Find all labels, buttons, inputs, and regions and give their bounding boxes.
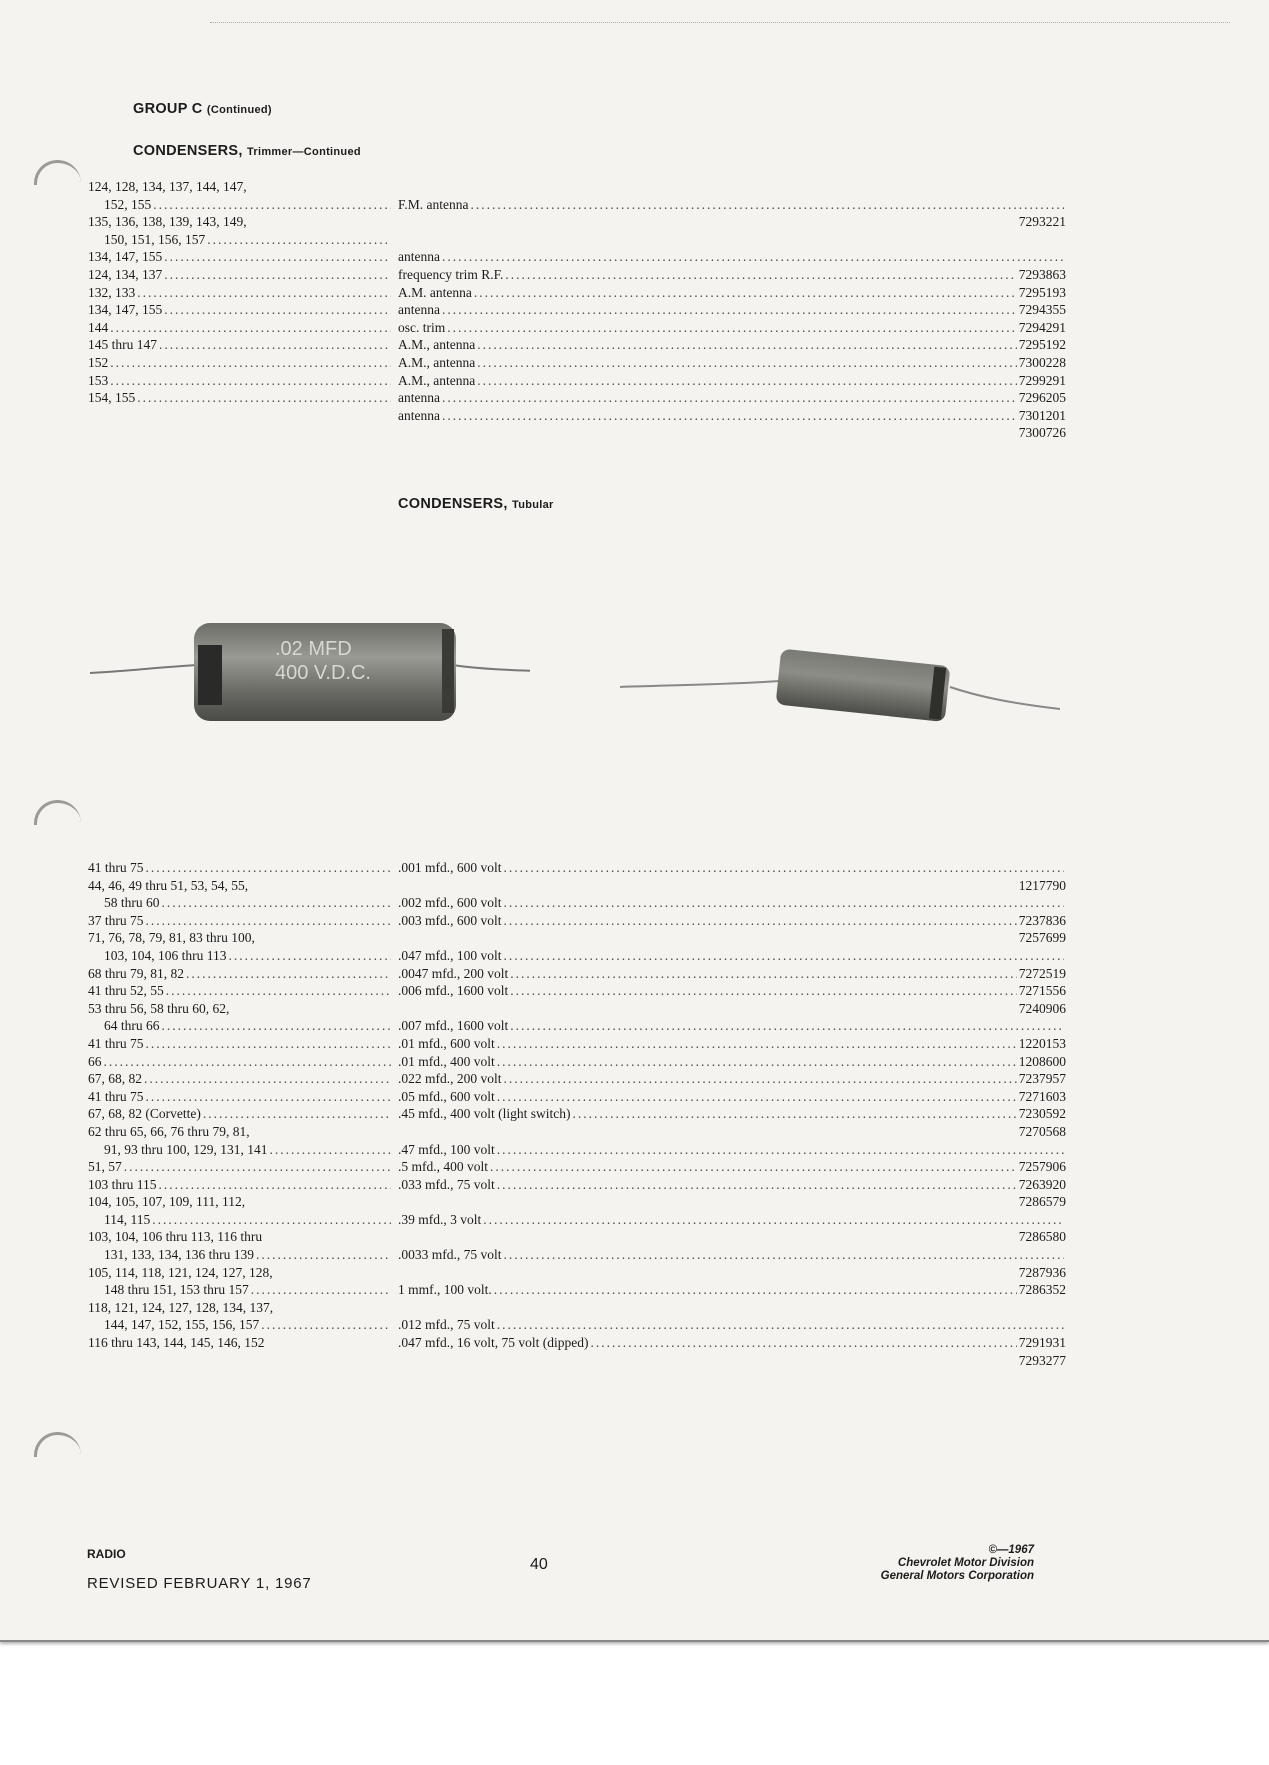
model-numbers: 150, 151, 156, 157 (104, 231, 206, 247)
part-number: 7271603 (1018, 1088, 1066, 1104)
leader-dots (203, 1105, 391, 1123)
leader-dots (164, 248, 391, 266)
leader-dots (573, 1105, 1017, 1123)
part-description: .5 mfd., 400 volt (398, 1159, 488, 1175)
leader-dots (137, 389, 391, 407)
leader-dots (104, 1053, 392, 1071)
part-number: 7237836 (1018, 912, 1066, 928)
model-numbers: 154, 155 (88, 390, 136, 406)
leader-dots (497, 1176, 1017, 1194)
tubular-model-row (88, 1035, 393, 1053)
leader-dots (152, 1211, 391, 1229)
tubular-model-row (88, 1193, 393, 1211)
tubular-model-row (88, 1141, 393, 1159)
tubular-models-column (88, 859, 393, 1352)
tubular-model-row (88, 1176, 393, 1194)
leader-dots (164, 301, 391, 319)
part-number: 7286579 (1018, 1194, 1066, 1210)
trimmer-description-row (398, 178, 1066, 196)
leader-dots (483, 1211, 1064, 1229)
binder-hole-top (34, 160, 81, 185)
leader-dots (110, 319, 391, 337)
part-description: .012 mfd., 75 volt (398, 1317, 495, 1333)
part-number: 1208600 (1018, 1053, 1066, 1069)
trimmer-model-row (88, 266, 393, 284)
part-description: antenna (398, 407, 440, 423)
model-numbers: 91, 93 thru 100, 129, 131, 141 (104, 1141, 268, 1157)
tubular-model-row (88, 859, 393, 877)
leader-dots (270, 1141, 392, 1159)
leader-dots (442, 389, 1017, 407)
tubular-model-row (88, 1000, 393, 1018)
model-numbers: 131, 133, 134, 136 thru 139 (104, 1247, 254, 1263)
tubular-model-row (88, 1228, 393, 1246)
model-numbers: 37 thru 75 (88, 912, 144, 928)
leader-dots (504, 912, 1017, 930)
part-number: 7230592 (1018, 1106, 1066, 1122)
part-description: 1 mmf., 100 volt. (398, 1282, 492, 1298)
part-number: 7294355 (1018, 302, 1066, 318)
trimmer-model-row (88, 284, 393, 302)
trimmer-description-row (398, 196, 1066, 214)
trimmer-description-row (398, 389, 1066, 407)
leader-dots (497, 1088, 1017, 1106)
tubular-model-row (88, 947, 393, 965)
leader-dots (162, 1017, 392, 1035)
leader-dots (497, 1141, 1064, 1159)
model-numbers: 67, 68, 82 (88, 1071, 142, 1087)
tubular-description-row (398, 1352, 1066, 1370)
trimmer-model-row (88, 372, 393, 390)
leader-dots (442, 248, 1064, 266)
tubular-model-row (88, 1017, 393, 1035)
top-edge-rule (210, 22, 1230, 24)
tubular-model-row (88, 1299, 393, 1317)
trimmer-model-row (88, 354, 393, 372)
trimmer-description-row (398, 213, 1066, 231)
model-numbers: 144, 147, 152, 155, 156, 157 (104, 1317, 260, 1333)
part-description: .006 mfd., 1600 volt (398, 983, 509, 999)
model-numbers: 144 (88, 319, 109, 335)
trimmer-description-row (398, 336, 1066, 354)
trimmer-model-row (88, 248, 393, 266)
footer-revised-date: REVISED FEBRUARY 1, 1967 (87, 1575, 312, 1592)
tubular-model-row (88, 1211, 393, 1229)
leader-dots (137, 284, 391, 302)
tubular-descriptions-column (398, 859, 1066, 1369)
tubular-model-row (88, 912, 393, 930)
group-heading-sub: (Continued) (206, 104, 272, 116)
leader-dots (162, 894, 392, 912)
model-numbers: 103, 104, 106 thru 113, 116 thru (88, 1229, 263, 1245)
trimmer-model-row (88, 231, 393, 249)
leader-dots (504, 947, 1065, 965)
tubular-description-row (398, 1000, 1066, 1018)
part-number: 7293863 (1018, 266, 1066, 282)
tubular-model-row (88, 965, 393, 983)
tubular-condenser-photo-large (90, 605, 530, 725)
tubular-description-row (398, 1141, 1066, 1159)
model-numbers: 103, 104, 106 thru 113 (104, 947, 227, 963)
footer-section: RADIO (87, 1547, 126, 1561)
trimmer-description-row (398, 319, 1066, 337)
leader-dots (261, 1316, 391, 1334)
leader-dots (207, 231, 391, 249)
leader-dots (477, 336, 1017, 354)
binder-hole-bottom (34, 1432, 81, 1457)
model-numbers: 124, 128, 134, 137, 144, 147, (88, 179, 247, 194)
tubular-description-row (398, 1334, 1066, 1352)
leader-dots (504, 1070, 1017, 1088)
part-description: .003 mfd., 600 volt (398, 912, 502, 928)
part-description: A.M., antenna (398, 372, 476, 388)
trimmer-descriptions-column (398, 178, 1066, 442)
group-heading-title: GROUP C (133, 101, 203, 117)
leader-dots (146, 1088, 392, 1106)
part-number: 7272519 (1018, 965, 1066, 981)
section-trimmer-title: CONDENSERS, (133, 143, 243, 159)
part-description: .022 mfd., 200 volt (398, 1071, 502, 1087)
model-numbers: 41 thru 75 (88, 1088, 144, 1104)
leader-dots (510, 982, 1017, 1000)
model-numbers: 71, 76, 78, 79, 81, 83 thru 100, (88, 930, 255, 946)
leader-dots (442, 407, 1017, 425)
leader-dots (110, 372, 391, 390)
model-numbers: 118, 121, 124, 127, 128, 134, 137, (88, 1299, 274, 1315)
tubular-description-row (398, 1123, 1066, 1141)
model-numbers: 114, 115 (104, 1211, 151, 1227)
part-description: .047 mfd., 100 volt (398, 947, 502, 963)
part-description: .001 mfd., 600 volt (398, 860, 502, 875)
tubular-model-row (88, 1334, 393, 1352)
trimmer-model-row (88, 301, 393, 319)
model-numbers: 58 thru 60 (104, 895, 160, 911)
part-number: 7296205 (1018, 390, 1066, 406)
tubular-description-row (398, 877, 1066, 895)
part-number: 7301201 (1018, 407, 1066, 423)
footer-division: Chevrolet Motor Division (897, 1557, 1034, 1569)
leader-dots (471, 196, 1064, 214)
model-numbers: 67, 68, 82 (Corvette) (88, 1106, 201, 1122)
page-number: 40 (530, 1556, 548, 1573)
tubular-description-row (398, 1176, 1066, 1194)
tubular-description-row (398, 1316, 1066, 1334)
leader-dots (477, 372, 1017, 390)
tubular-description-row (398, 947, 1066, 965)
part-description: frequency trim R.F. (398, 266, 504, 282)
part-description: osc. trim (398, 319, 446, 335)
tubular-model-row (88, 1264, 393, 1282)
leader-dots (590, 1334, 1016, 1352)
tubular-description-row (398, 1193, 1066, 1211)
part-number: 7270568 (1018, 1123, 1066, 1139)
part-number: 7293221 (1018, 214, 1066, 230)
tubular-description-row (398, 1105, 1066, 1123)
trimmer-description-row (398, 248, 1066, 266)
leader-dots (477, 354, 1017, 372)
tubular-model-row (88, 982, 393, 1000)
leader-dots (164, 266, 391, 284)
leader-dots (494, 1281, 1017, 1299)
model-numbers: 62 thru 65, 66, 76 thru 79, 81, (88, 1123, 250, 1139)
model-numbers: 41 thru 75 (88, 860, 144, 875)
leader-dots (510, 965, 1017, 983)
part-number: 7257906 (1018, 1159, 1066, 1175)
leader-dots (497, 1053, 1017, 1071)
tubular-model-row (88, 1316, 393, 1334)
leader-dots (166, 982, 391, 1000)
tubular-description-row (398, 965, 1066, 983)
tubular-model-row (88, 1088, 393, 1106)
part-description: .01 mfd., 600 volt (398, 1035, 495, 1051)
tubular-description-row (398, 1070, 1066, 1088)
leader-dots (497, 1035, 1017, 1053)
model-numbers: 116 thru 143, 144, 145, 146, 152 (88, 1335, 265, 1351)
part-number: 7300228 (1018, 354, 1066, 370)
part-number: 7293277 (1018, 1352, 1066, 1368)
trimmer-model-row (88, 213, 393, 231)
model-numbers: 148 thru 151, 153 thru 157 (104, 1282, 249, 1298)
model-numbers: 41 thru 75 (88, 1035, 144, 1051)
part-description: .39 mfd., 3 volt (398, 1211, 482, 1227)
leader-dots (159, 1176, 392, 1194)
part-description: .45 mfd., 400 volt (light switch) (398, 1106, 571, 1122)
tubular-model-row (88, 1158, 393, 1176)
part-number: 1220153 (1018, 1035, 1066, 1051)
tubular-model-row (88, 877, 393, 895)
footer-left (87, 1547, 312, 1592)
tubular-description-row (398, 1228, 1066, 1246)
condenser-label-line1: .02 MFD (275, 638, 352, 660)
trimmer-description-row (398, 231, 1066, 249)
leader-dots (504, 1246, 1065, 1264)
part-number: 7286580 (1018, 1229, 1066, 1245)
part-number: 7299291 (1018, 372, 1066, 388)
trimmer-model-row (88, 336, 393, 354)
trimmer-description-row (398, 372, 1066, 390)
leader-dots (186, 965, 391, 983)
tubular-model-row (88, 1070, 393, 1088)
tubular-description-row (398, 1053, 1066, 1071)
tubular-description-row (398, 1017, 1066, 1035)
model-numbers: 132, 133 (88, 284, 136, 300)
leader-dots (447, 319, 1017, 337)
part-description: antenna (398, 249, 440, 265)
model-numbers: 68 thru 79, 81, 82 (88, 965, 184, 981)
section-heading-trimmer (133, 143, 361, 159)
tubular-description-row (398, 1158, 1066, 1176)
part-description: .0033 mfd., 75 volt (398, 1247, 502, 1263)
leader-dots (497, 1316, 1064, 1334)
leader-dots (159, 336, 391, 354)
tubular-condenser-photo-small (620, 605, 1060, 725)
section-tubular-title: CONDENSERS, (398, 496, 508, 512)
tubular-description-row (398, 982, 1066, 1000)
model-numbers: 152 (88, 354, 109, 370)
trimmer-model-row (88, 178, 393, 196)
part-description: .05 mfd., 600 volt (398, 1088, 495, 1104)
part-description: .047 mfd., 16 volt, 75 volt (dipped) (398, 1335, 589, 1351)
model-numbers: 135, 136, 138, 139, 143, 149, (88, 214, 247, 230)
part-number: 7237957 (1018, 1071, 1066, 1087)
tubular-description-row (398, 1088, 1066, 1106)
part-number: 7295192 (1018, 337, 1066, 353)
trimmer-model-row (88, 196, 393, 214)
group-heading (133, 101, 272, 117)
leader-dots (146, 859, 392, 877)
leader-dots (153, 196, 391, 214)
part-number: 7263920 (1018, 1176, 1066, 1192)
part-number: 7240906 (1018, 1000, 1066, 1016)
tubular-model-row (88, 1105, 393, 1123)
leader-dots (474, 284, 1017, 302)
part-description: .033 mfd., 75 volt (398, 1176, 495, 1192)
part-description: antenna (398, 302, 440, 318)
tubular-model-row (88, 929, 393, 947)
leader-dots (110, 354, 391, 372)
leader-dots (144, 1070, 391, 1088)
section-heading-tubular (398, 496, 554, 512)
tubular-description-row (398, 1281, 1066, 1299)
tubular-description-row (398, 1264, 1066, 1282)
part-number: 7286352 (1018, 1282, 1066, 1298)
tubular-model-row (88, 1123, 393, 1141)
binder-hole-middle (34, 800, 81, 825)
part-number: 1217790 (1018, 877, 1066, 893)
condenser-label-line2: 400 V.D.C. (275, 662, 371, 684)
model-numbers: 64 thru 66 (104, 1018, 160, 1034)
model-numbers: 124, 134, 137 (88, 266, 163, 282)
leader-dots (505, 266, 1016, 284)
trimmer-description-row (398, 354, 1066, 372)
part-description: A.M., antenna (398, 354, 476, 370)
model-numbers: 53 thru 56, 58 thru 60, 62, (88, 1000, 230, 1016)
leader-dots (504, 859, 1065, 877)
trimmer-models-column (88, 178, 393, 407)
model-numbers: 152, 155 (104, 196, 152, 212)
trimmer-description-row (398, 407, 1066, 425)
part-number: 7291931 (1018, 1335, 1066, 1351)
part-number: 7287936 (1018, 1264, 1066, 1280)
section-trimmer-sub: Trimmer—Continued (247, 146, 361, 158)
part-description: A.M. antenna (398, 284, 472, 300)
tubular-description-row (398, 894, 1066, 912)
leader-dots (442, 301, 1017, 319)
trimmer-model-row (88, 319, 393, 337)
trimmer-description-row (398, 266, 1066, 284)
tubular-model-row (88, 894, 393, 912)
model-numbers: 103 thru 115 (88, 1176, 157, 1192)
model-numbers: 153 (88, 372, 109, 388)
leader-dots (124, 1158, 391, 1176)
tubular-description-row (398, 1299, 1066, 1317)
model-numbers: 105, 114, 118, 121, 124, 127, 128, (88, 1264, 273, 1280)
model-numbers: 134, 147, 155 (88, 249, 163, 265)
part-number: 7294291 (1018, 319, 1066, 335)
footer-corporation: General Motors Corporation (880, 1570, 1034, 1582)
model-numbers: 41 thru 52, 55 (88, 983, 164, 999)
leader-dots (251, 1281, 391, 1299)
trimmer-description-row (398, 424, 1066, 442)
leader-dots (490, 1158, 1017, 1176)
tubular-model-row (88, 1246, 393, 1264)
leader-dots (229, 947, 392, 965)
tubular-description-row (398, 929, 1066, 947)
model-numbers: 134, 147, 155 (88, 302, 163, 318)
part-description: F.M. antenna (398, 196, 469, 212)
part-number: 7295193 (1018, 284, 1066, 300)
part-number: 7300726 (1018, 425, 1066, 441)
leader-dots (146, 1035, 392, 1053)
model-numbers: 44, 46, 49 thru 51, 53, 54, 55, (88, 877, 249, 893)
part-description: .01 mfd., 400 volt (398, 1053, 495, 1069)
part-description: .007 mfd., 1600 volt (398, 1018, 509, 1034)
tubular-description-row (398, 859, 1066, 877)
part-number: 7271556 (1018, 983, 1066, 999)
tubular-description-row (398, 1035, 1066, 1053)
model-numbers: 51, 57 (88, 1159, 122, 1175)
tubular-description-row (398, 1246, 1066, 1264)
tubular-model-row (88, 1281, 393, 1299)
tubular-description-row (398, 1211, 1066, 1229)
part-description: A.M., antenna (398, 337, 476, 353)
leader-dots (256, 1246, 391, 1264)
model-numbers: 104, 105, 107, 109, 111, 112, (88, 1194, 246, 1210)
leader-dots (504, 894, 1065, 912)
tubular-description-row (398, 912, 1066, 930)
model-numbers: 66 (88, 1053, 102, 1069)
part-number: 7257699 (1018, 930, 1066, 946)
tubular-model-row (88, 1053, 393, 1071)
footer-right (820, 1544, 1034, 1583)
leader-dots (146, 912, 392, 930)
section-tubular-sub: Tubular (512, 499, 554, 511)
leader-dots (510, 1017, 1064, 1035)
trimmer-description-row (398, 284, 1066, 302)
trimmer-description-row (398, 301, 1066, 319)
part-description: .0047 mfd., 200 volt (398, 965, 509, 981)
trimmer-model-row (88, 389, 393, 407)
part-description: .47 mfd., 100 volt (398, 1141, 495, 1157)
model-numbers: 145 thru 147 (88, 337, 157, 353)
part-description: antenna (398, 390, 440, 406)
part-description: .002 mfd., 600 volt (398, 895, 502, 911)
footer-copyright: ©—1967 (988, 1544, 1034, 1556)
